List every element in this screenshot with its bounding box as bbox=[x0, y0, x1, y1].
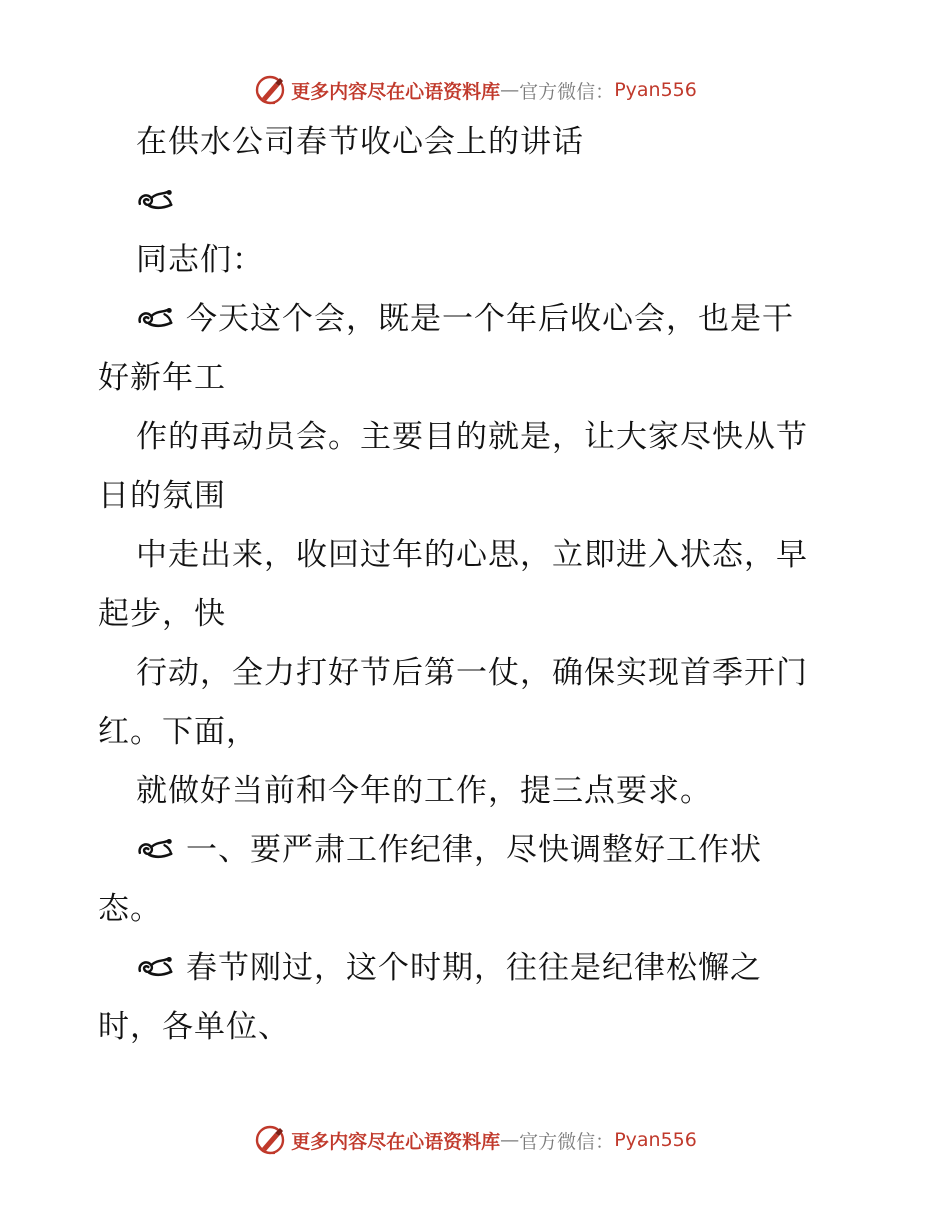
paragraph-line: 红。下面， bbox=[98, 714, 258, 750]
paragraph-line: 作的再动员会。主要目的就是，让大家尽快从节 bbox=[136, 419, 808, 455]
fleuron-ornament-icon bbox=[136, 955, 174, 981]
banner-wechat-id: Pyan556 bbox=[614, 1129, 697, 1151]
fleuron-ornament-icon bbox=[136, 306, 174, 332]
paragraph-line: 中走出来，收回过年的心思，立即进入状态，早 bbox=[136, 537, 808, 573]
ornament-line bbox=[136, 179, 174, 223]
paragraph-line: 起步，快 bbox=[98, 596, 226, 632]
banner-dash: — bbox=[500, 79, 520, 101]
paragraph-text: 春节刚过，这个时期，往往是纪律松懈之 bbox=[186, 950, 762, 986]
section-heading-line bbox=[136, 828, 762, 872]
fleuron-ornament-icon bbox=[136, 188, 174, 214]
banner-dash: — bbox=[500, 1129, 520, 1151]
paragraph-line bbox=[136, 297, 794, 341]
footer-banner bbox=[0, 1120, 950, 1160]
paragraph-line: 就做好当前和今年的工作，提三点要求。 bbox=[136, 773, 712, 809]
paragraph-line: 态。 bbox=[98, 891, 162, 927]
paragraph-line: 时，各单位、 bbox=[98, 1009, 290, 1045]
banner-label: 官方微信： bbox=[519, 1130, 615, 1153]
greeting: 同志们： bbox=[136, 242, 264, 278]
banner-main-text: 更多内容尽在心语资料库 bbox=[291, 80, 501, 103]
document-title: 在供水公司春节收心会上的讲话 bbox=[136, 124, 584, 160]
banner-label: 官方微信： bbox=[519, 80, 615, 103]
paragraph-text: 今天这个会，既是一个年后收心会，也是干 bbox=[186, 301, 794, 337]
paragraph-line: 日的氛围 bbox=[98, 478, 226, 514]
pen-logo-icon bbox=[253, 1123, 287, 1157]
paragraph-line: 好新年工 bbox=[98, 360, 226, 396]
banner-main-text: 更多内容尽在心语资料库 bbox=[291, 1130, 501, 1153]
fleuron-ornament-icon bbox=[136, 837, 174, 863]
banner-wechat-id: Pyan556 bbox=[614, 79, 697, 101]
header-banner bbox=[0, 70, 950, 110]
paragraph-line: 行动，全力打好节后第一仗，确保实现首季开门 bbox=[136, 655, 808, 691]
pen-logo-icon bbox=[253, 73, 287, 107]
section-heading-text: 一、要严肃工作纪律，尽快调整好工作状 bbox=[186, 832, 762, 868]
paragraph-line bbox=[136, 946, 762, 990]
